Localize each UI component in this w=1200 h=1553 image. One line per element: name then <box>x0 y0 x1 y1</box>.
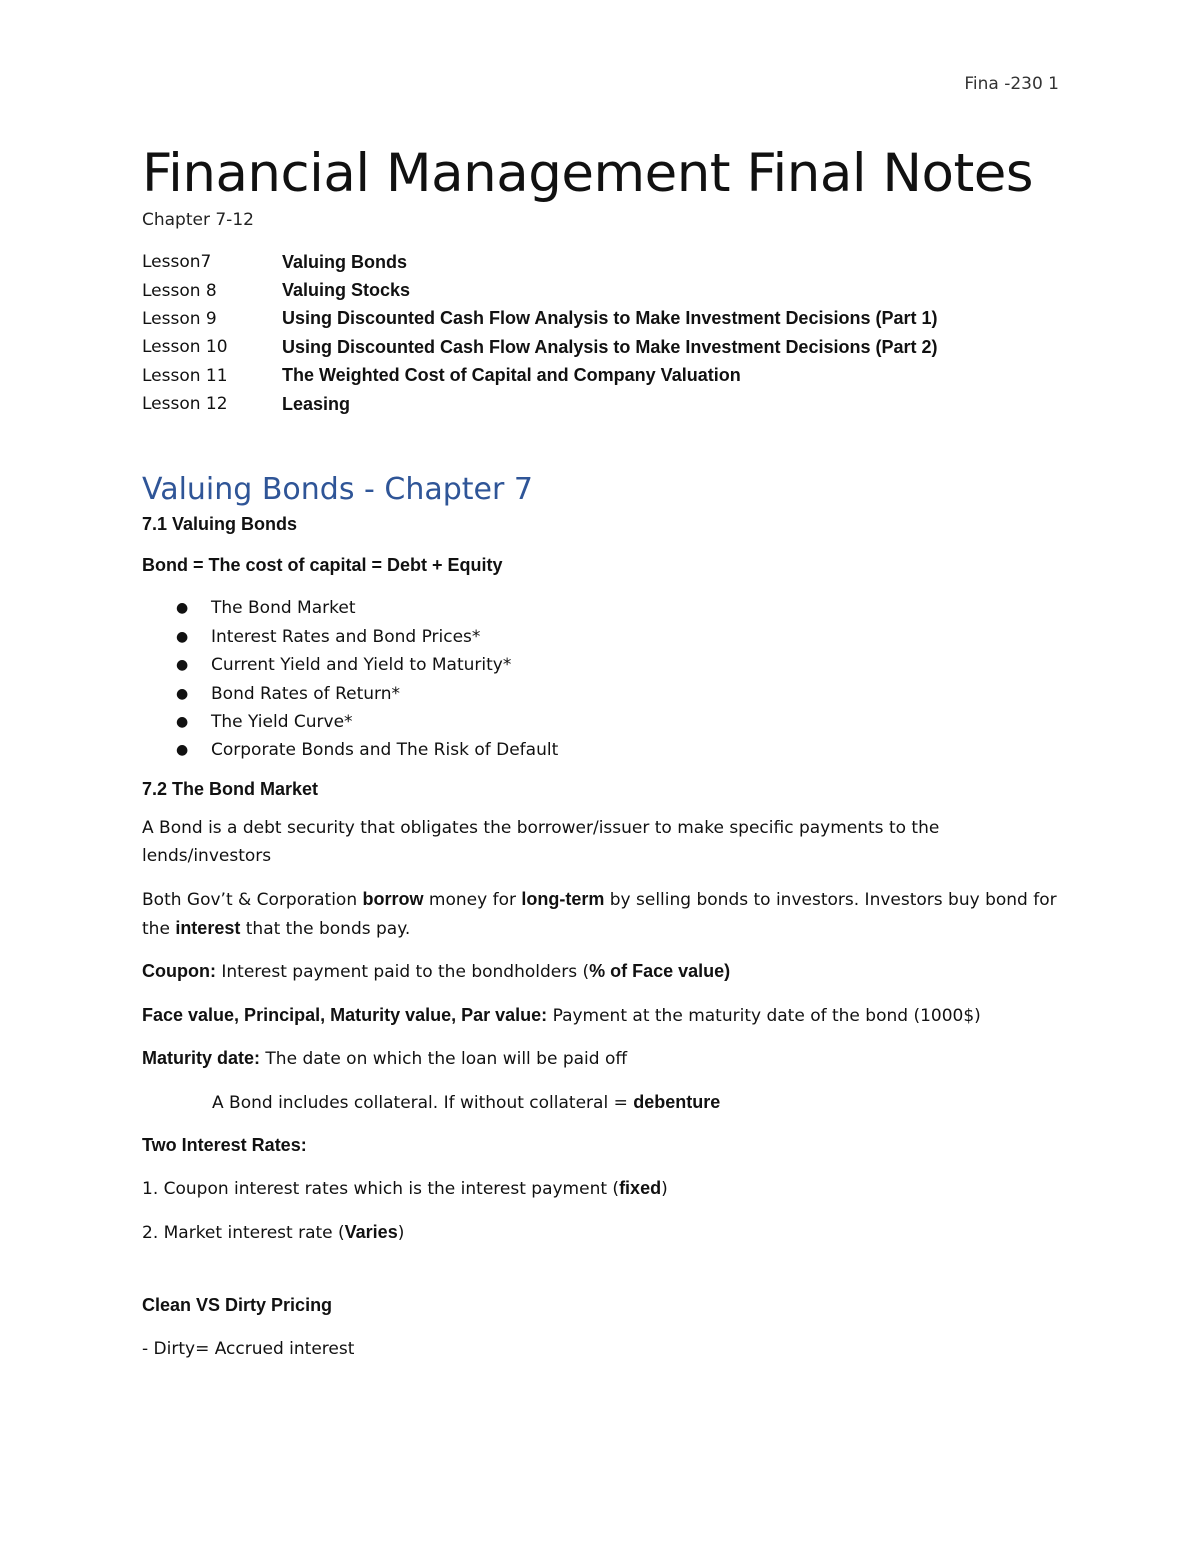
list-item <box>142 680 1062 708</box>
lesson-number: Lesson 11 <box>142 365 228 386</box>
text-run-bold: Varies <box>344 1221 398 1242</box>
dirty-note: - Dirty= Accrued interest <box>142 1338 355 1359</box>
document-subtitle: Chapter 7-12 <box>142 210 254 230</box>
text-run: 2. Market interest rate ( <box>142 1222 345 1243</box>
text-run: ) <box>397 1222 405 1243</box>
text-run: 1. Coupon interest rates which is the interest payment ( <box>142 1179 620 1200</box>
lesson-number: Lesson 8 <box>142 280 217 301</box>
two-rates-heading <box>142 1131 1062 1160</box>
coupon-definition <box>142 957 1062 986</box>
lesson-row <box>142 305 1062 333</box>
text-run-bold: fixed <box>619 1178 662 1199</box>
text-run: by selling bonds to investors. Investors buy bond for the <box>142 889 1057 939</box>
list-item <box>142 708 1062 736</box>
maturity-definition <box>142 1044 1062 1073</box>
lesson-title: The Weighted Cost of Capital and Company Valuation <box>282 365 741 386</box>
topic-text: Interest Rates and Bond Prices* <box>211 626 481 647</box>
page-header-label: Fina -230 1 <box>964 74 1059 94</box>
rate-item-2 <box>142 1218 1062 1247</box>
text-run-bold: borrow <box>362 888 424 909</box>
term-label: Face value, Principal, Maturity value, Par value: <box>142 1004 548 1025</box>
bond-definition: A Bond is a debt security that obligates the borrower/issuer to make specific payments to the lends/investors <box>142 817 940 867</box>
topic-text: Bond Rates of Return* <box>211 683 400 704</box>
topic-text: The Yield Curve* <box>211 711 353 732</box>
rate-item-1 <box>142 1174 1062 1203</box>
lesson-number: Lesson7 <box>142 252 212 273</box>
text-run-bold: debenture <box>633 1091 721 1112</box>
list-item <box>142 736 1062 764</box>
lesson-title: Leasing <box>282 393 351 414</box>
text-run-bold: % of Face value) <box>589 961 731 982</box>
topic-text: Current Yield and Yield to Maturity* <box>211 655 512 676</box>
text-run: ) <box>661 1179 668 1200</box>
lesson-number: Lesson 9 <box>142 308 217 329</box>
lesson-row <box>142 333 1062 361</box>
subsection-heading: 7.2 The Bond Market <box>142 778 319 799</box>
lesson-title: Using Discounted Cash Flow Analysis to Make Investment Decisions (Part 2) <box>282 336 938 357</box>
topic-text: Corporate Bonds and The Risk of Default <box>211 740 559 761</box>
document-body <box>142 136 1062 1363</box>
lesson-number: Lesson 12 <box>142 394 228 415</box>
text-run: Interest payment paid to the bondholders ( <box>215 962 590 983</box>
text-run: money for <box>423 889 522 910</box>
bullet-icon: ● <box>176 628 189 645</box>
text-run: Both Gov’t & Corporation <box>142 889 363 910</box>
text-run: A Bond includes collateral. If without collateral = <box>212 1092 634 1113</box>
bond-equation: Bond = The cost of capital = Debt + Equity <box>142 555 503 576</box>
term-label: Maturity date: <box>142 1048 261 1069</box>
lesson-row <box>142 276 1062 304</box>
bullet-icon: ● <box>176 657 189 674</box>
lesson-title: Valuing Stocks <box>282 280 411 301</box>
gov-paragraph <box>142 885 1062 944</box>
lesson-row <box>142 248 1062 276</box>
text-run: Payment at the maturity date of the bond (1000$) <box>547 1005 981 1026</box>
lesson-number: Lesson 10 <box>142 337 228 358</box>
subsection-heading: 7.1 Valuing Bonds <box>142 514 298 535</box>
text-run-bold: long-term <box>521 888 605 909</box>
topic-text: The Bond Market <box>211 598 356 619</box>
document-title: Financial Management Final Notes <box>142 143 1033 204</box>
text-run: The date on which the loan will be paid off <box>260 1049 628 1070</box>
bullet-icon: ● <box>176 713 189 730</box>
text-run-bold: interest <box>175 917 241 938</box>
term-label: Clean VS Dirty Pricing <box>142 1295 333 1316</box>
list-item <box>142 651 1062 679</box>
clean-dirty-heading <box>142 1291 1062 1320</box>
bullet-icon: ● <box>176 742 189 759</box>
lesson-row <box>142 362 1062 390</box>
section-heading: Valuing Bonds - Chapter 7 <box>142 472 533 508</box>
text-run: that the bonds pay. <box>240 918 411 939</box>
face-value-definition <box>142 1001 1062 1030</box>
term-label: Coupon: <box>142 961 216 982</box>
list-item <box>142 623 1062 651</box>
term-label: Two Interest Rates: <box>142 1134 307 1155</box>
topic-list <box>142 594 1062 764</box>
lesson-title: Valuing Bonds <box>282 251 408 272</box>
bullet-icon: ● <box>176 685 189 702</box>
list-item <box>142 594 1062 622</box>
lesson-title: Using Discounted Cash Flow Analysis to Make Investment Decisions (Part 1) <box>282 308 938 329</box>
bullet-icon: ● <box>176 600 189 617</box>
lesson-list <box>142 248 1062 418</box>
lesson-row <box>142 390 1062 418</box>
collateral-note <box>142 1088 1062 1117</box>
